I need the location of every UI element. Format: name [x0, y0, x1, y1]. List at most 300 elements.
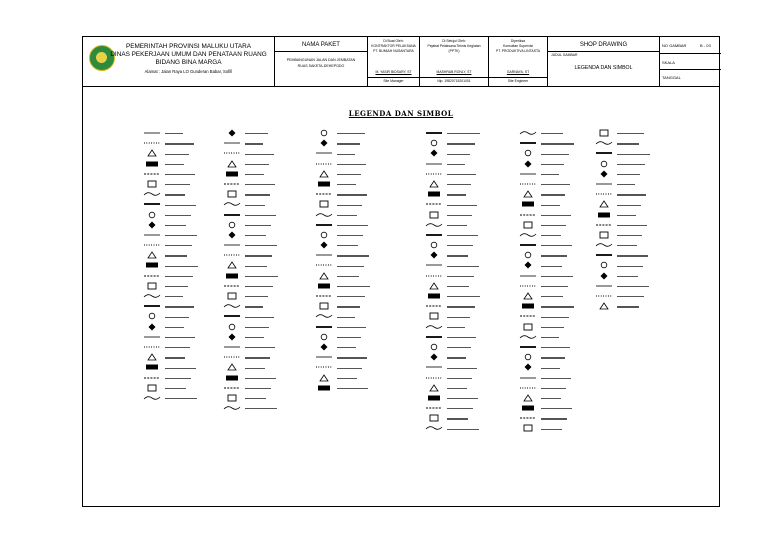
- legend-label-stroke: [165, 143, 194, 144]
- package-title: NAMA PAKET: [302, 42, 340, 48]
- legend-symbol-icon: [595, 160, 613, 168]
- legend-label-stroke: [617, 245, 637, 246]
- legend-label-stroke: [337, 327, 366, 328]
- legend-symbol-icon: [223, 180, 241, 188]
- legend-symbol-icon: [143, 323, 161, 331]
- legend-label-stroke: [245, 317, 274, 318]
- legend-label-stroke: [541, 398, 561, 399]
- legend-symbol-icon: [425, 170, 443, 178]
- legend-symbol-icon: [223, 251, 241, 259]
- no-gambar-label: NO GAMBAR: [662, 43, 687, 48]
- legend-symbol-icon: [519, 374, 537, 382]
- legend-symbol-icon: [425, 139, 443, 147]
- legend-label-stroke: [447, 143, 475, 144]
- legend-label-stroke: [447, 194, 466, 195]
- legend-label-stroke: [447, 164, 465, 165]
- legend-label-stroke: [165, 317, 189, 318]
- legend-label-stroke: [447, 408, 473, 409]
- legend-symbol-icon: [143, 343, 161, 351]
- legend-symbol-icon: [595, 302, 613, 310]
- legend-symbol-icon: [595, 251, 613, 259]
- legend-label-stroke: [447, 306, 475, 307]
- package-cell: [275, 37, 368, 86]
- legend-symbol-icon: [425, 129, 443, 137]
- legend-label-stroke: [165, 276, 193, 277]
- legend-label-stroke: [337, 154, 355, 155]
- legend-label-stroke: [245, 286, 273, 287]
- legend-label-stroke: [165, 255, 187, 256]
- legend-symbol-icon: [425, 323, 443, 331]
- legend-label-stroke: [447, 133, 480, 134]
- legend-symbol-icon: [223, 129, 241, 137]
- legend-symbol-icon: [143, 149, 161, 157]
- ttd1-role: Site Manager: [383, 79, 404, 83]
- legend-label-stroke: [541, 418, 567, 419]
- ttd1-name: M. YASIR BIDSARY, ST: [375, 70, 412, 74]
- legend-symbol-icon: [143, 261, 161, 269]
- shop-drawing-cell: [548, 37, 660, 86]
- legend-label-stroke: [245, 133, 268, 134]
- legend-label-stroke: [337, 205, 362, 206]
- gov-line-3: BIDANG BINA MARGA: [155, 59, 222, 66]
- gov-line-2: DINAS PEKERJAAN UMUM DAN PENATAAN RUANG: [110, 51, 267, 58]
- legend-label-stroke: [541, 205, 560, 206]
- legend-symbol-icon: [425, 394, 443, 402]
- legend-label-stroke: [447, 266, 479, 267]
- legend-label-stroke: [245, 388, 271, 389]
- legend-label-stroke: [165, 368, 196, 369]
- legend-symbol-icon: [143, 211, 161, 219]
- ttd2-line-2: Pejabat Pelaksana Teknis Kegiatan: [427, 44, 481, 48]
- legend-symbol-icon: [143, 353, 161, 361]
- legend-label-stroke: [541, 164, 564, 165]
- package-desc-2: RUAS SAKETA-DEHEPODO: [297, 64, 345, 68]
- legend-label-stroke: [541, 347, 570, 348]
- legend-label-stroke: [447, 327, 465, 328]
- legend-label-stroke: [245, 205, 265, 206]
- legend-label-stroke: [617, 164, 645, 165]
- legend-label-stroke: [165, 133, 183, 134]
- legend-symbol-icon: [519, 292, 537, 300]
- legend-label-stroke: [337, 347, 356, 348]
- legend-label-stroke: [165, 357, 185, 358]
- legend-symbol-icon: [223, 190, 241, 198]
- ttd3-name: GARNAYA, ST: [506, 70, 530, 74]
- legend-label-stroke: [617, 266, 643, 267]
- legend-symbol-icon: [223, 282, 241, 290]
- legend-label-stroke: [541, 429, 562, 430]
- legend-symbol-icon: [223, 374, 241, 382]
- legend-symbol-icon: [519, 261, 537, 269]
- legend-symbol-icon: [223, 302, 241, 310]
- legend-symbol-icon: [315, 200, 333, 208]
- legend-symbol-icon: [143, 170, 161, 178]
- legend-symbol-icon: [595, 272, 613, 280]
- skala-label: SKALA: [662, 60, 675, 65]
- legend-symbol-icon: [143, 282, 161, 290]
- skala-row: [660, 54, 721, 70]
- legend-label-stroke: [541, 174, 559, 175]
- legend-label-stroke: [617, 205, 641, 206]
- no-gambar-value: B - 03: [700, 43, 711, 48]
- legend-symbol-icon: [519, 160, 537, 168]
- legend-title: LEGENDA DAN SIMBOL: [348, 109, 454, 118]
- legend-symbol-icon: [315, 353, 333, 361]
- legend-symbol-icon: [425, 211, 443, 219]
- legend-label-stroke: [245, 143, 263, 144]
- legend-label-stroke: [541, 143, 574, 144]
- legend-label-stroke: [541, 194, 565, 195]
- legend-symbol-icon: [143, 231, 161, 239]
- legend-symbol-icon: [315, 251, 333, 259]
- legend-label-stroke: [617, 255, 648, 256]
- legend-label-stroke: [245, 194, 270, 195]
- legend-symbol-icon: [519, 129, 537, 137]
- legend-symbol-icon: [519, 149, 537, 157]
- legend-label-stroke: [617, 215, 636, 216]
- legend-symbol-icon: [143, 200, 161, 208]
- legend-symbol-icon: [519, 272, 537, 280]
- drawing-name: LEGENDA DAN SIMBOL: [574, 65, 633, 71]
- ttd2-name: MASHRAB RONLY, ST: [436, 70, 472, 74]
- legend-label-stroke: [337, 317, 355, 318]
- legend-label-stroke: [617, 225, 647, 226]
- legend-label-stroke: [165, 388, 186, 389]
- legend-symbol-icon: [519, 180, 537, 188]
- legend-label-stroke: [447, 347, 471, 348]
- legend-symbol-icon: [315, 343, 333, 351]
- legend-symbol-icon: [315, 261, 333, 269]
- drawing-sheet: [82, 36, 720, 507]
- legend-symbol-icon: [315, 180, 333, 188]
- legend-label-stroke: [337, 225, 368, 226]
- legend-symbol-icon: [425, 221, 443, 229]
- legend-label-stroke: [447, 357, 466, 358]
- legend-label-stroke: [447, 378, 472, 379]
- legend-symbol-icon: [143, 312, 161, 320]
- legend-symbol-icon: [425, 231, 443, 239]
- legend-label-stroke: [245, 164, 269, 165]
- legend-symbol-icon: [519, 282, 537, 290]
- legend-symbol-icon: [223, 292, 241, 300]
- legend-label-stroke: [337, 388, 368, 389]
- legend-symbol-icon: [223, 221, 241, 229]
- legend-symbol-icon: [315, 374, 333, 382]
- legend-symbol-icon: [425, 200, 443, 208]
- legend-label-stroke: [337, 184, 356, 185]
- legend-symbol-icon: [595, 200, 613, 208]
- legend-symbol-icon: [595, 149, 613, 157]
- legend-label-stroke: [541, 245, 572, 246]
- legend-symbol-icon: [425, 282, 443, 290]
- legend-symbol-icon: [519, 200, 537, 208]
- legend-symbol-icon: [143, 302, 161, 310]
- legend-label-stroke: [337, 378, 357, 379]
- legend-symbol-icon: [315, 190, 333, 198]
- legend-label-stroke: [541, 276, 573, 277]
- legend-label-stroke: [541, 408, 572, 409]
- legend-label-stroke: [165, 235, 197, 236]
- legend-symbol-icon: [425, 424, 443, 432]
- legend-label-stroke: [245, 225, 271, 226]
- ttd1-line-1: Di Buat Oleh:: [383, 39, 404, 43]
- legend-label-stroke: [447, 368, 477, 369]
- legend-symbol-icon: [223, 333, 241, 341]
- legend-symbol-icon: [143, 241, 161, 249]
- legend-label-stroke: [617, 184, 635, 185]
- legend-label-stroke: [245, 235, 266, 236]
- legend-label-stroke: [245, 154, 274, 155]
- title-block: [83, 37, 719, 87]
- legend-label-stroke: [541, 317, 569, 318]
- legend-label-stroke: [617, 276, 638, 277]
- legend-label-stroke: [337, 164, 366, 165]
- legend-symbol-icon: [425, 160, 443, 168]
- legend-label-stroke: [337, 194, 367, 195]
- ttd3-role: Site Engineer: [507, 79, 529, 83]
- legend-label-stroke: [541, 327, 564, 328]
- legend-symbol-icon: [519, 231, 537, 239]
- legend-label-stroke: [541, 255, 567, 256]
- legend-label-stroke: [245, 408, 277, 409]
- legend-symbol-icon: [223, 394, 241, 402]
- legend-label-stroke: [165, 398, 197, 399]
- legend-label-stroke: [541, 266, 562, 267]
- legend-label-stroke: [245, 266, 267, 267]
- legend-symbol-icon: [223, 384, 241, 392]
- legend-symbol-icon: [143, 180, 161, 188]
- legend-label-stroke: [617, 194, 646, 195]
- legend-symbol-icon: [425, 302, 443, 310]
- legend-label-stroke: [337, 357, 367, 358]
- legend-label-stroke: [245, 398, 266, 399]
- legend-symbol-icon: [595, 129, 613, 137]
- legend-symbol-icon: [143, 272, 161, 280]
- legend-label-stroke: [617, 306, 639, 307]
- legend-label-stroke: [447, 317, 470, 318]
- legend-symbol-icon: [425, 374, 443, 382]
- legend-label-stroke: [617, 174, 640, 175]
- legend-label-stroke: [447, 174, 476, 175]
- legend-symbol-icon: [519, 333, 537, 341]
- legend-symbol-icon: [425, 414, 443, 422]
- legend-label-stroke: [245, 174, 264, 175]
- legend-symbol-icon: [223, 353, 241, 361]
- legend-symbol-icon: [315, 149, 333, 157]
- government-cell: [83, 37, 275, 86]
- legend-label-stroke: [541, 225, 566, 226]
- legend-symbol-icon: [315, 160, 333, 168]
- legend-label-stroke: [447, 225, 467, 226]
- legend-label-stroke: [337, 133, 365, 134]
- legend-label-stroke: [447, 398, 478, 399]
- legend-symbol-icon: [315, 333, 333, 341]
- legend-symbol-icon: [315, 221, 333, 229]
- legend-label-stroke: [165, 327, 184, 328]
- legend-symbol-icon: [315, 211, 333, 219]
- legend-symbol-icon: [519, 353, 537, 361]
- legend-label-stroke: [337, 245, 358, 246]
- legend-label-stroke: [541, 235, 561, 236]
- legend-symbol-icon: [519, 241, 537, 249]
- legend-label-stroke: [617, 296, 644, 297]
- legend-symbol-icon: [425, 333, 443, 341]
- legend-label-stroke: [541, 296, 563, 297]
- legend-label-stroke: [447, 184, 471, 185]
- legend-symbol-icon: [425, 384, 443, 392]
- legend-symbol-icon: [519, 190, 537, 198]
- legend-symbol-icon: [519, 404, 537, 412]
- legend-symbol-icon: [595, 190, 613, 198]
- legend-label-stroke: [165, 164, 184, 165]
- legend-symbol-icon: [595, 180, 613, 188]
- ttd2-line-3: (PPTK): [448, 49, 460, 53]
- legend-symbol-icon: [315, 170, 333, 178]
- legend-label-stroke: [541, 306, 574, 307]
- legend-symbol-icon: [425, 261, 443, 269]
- legend-label-stroke: [541, 215, 571, 216]
- legend-symbol-icon: [223, 261, 241, 269]
- tanggal-row: [660, 70, 721, 85]
- legend-symbol-icon: [223, 404, 241, 412]
- legend-symbol-icon: [223, 312, 241, 320]
- legend-label-stroke: [337, 337, 361, 338]
- legend-label-stroke: [541, 337, 559, 338]
- legend-label-stroke: [245, 255, 272, 256]
- legend-label-stroke: [447, 418, 468, 419]
- legend-symbol-icon: [595, 261, 613, 269]
- legend-label-stroke: [337, 235, 363, 236]
- legend-symbol-icon: [315, 241, 333, 249]
- legend-symbol-icon: [519, 394, 537, 402]
- legend-label-stroke: [617, 133, 644, 134]
- legend-label-stroke: [245, 368, 265, 369]
- legend-label-stroke: [447, 235, 478, 236]
- legend-symbol-icon: [143, 129, 161, 137]
- legend-symbol-icon: [223, 139, 241, 147]
- legend-label-stroke: [617, 286, 649, 287]
- legend-symbol-icon: [519, 323, 537, 331]
- legend-label-stroke: [337, 255, 369, 256]
- legend-symbol-icon: [519, 139, 537, 147]
- legend-symbol-icon: [143, 384, 161, 392]
- tanggal-label: TANGGAL: [662, 75, 681, 80]
- legend-symbol-icon: [519, 414, 537, 422]
- legend-label-stroke: [165, 245, 192, 246]
- package-desc-1: PEMBANGUNAN JALAN DAN JEMBATAN: [286, 58, 356, 62]
- legend-symbol-icon: [519, 221, 537, 229]
- ttd1-line-3: PT. BUMIAH NUSANTARA: [373, 49, 414, 53]
- legend-label-stroke: [245, 245, 277, 246]
- legend-label-stroke: [165, 296, 183, 297]
- legend-label-stroke: [245, 306, 263, 307]
- legend-symbol-icon: [595, 292, 613, 300]
- ttd3-line-1: Diperiksa: [510, 39, 526, 43]
- legend-symbol-icon: [595, 139, 613, 147]
- drawing-info-cell: [660, 37, 721, 86]
- legend-label-stroke: [447, 296, 480, 297]
- legend-label-stroke: [541, 357, 565, 358]
- legend-symbol-icon: [315, 129, 333, 137]
- legend-label-stroke: [165, 184, 190, 185]
- legend-symbol-icon: [425, 190, 443, 198]
- legend-label-stroke: [541, 388, 566, 389]
- legend-symbol-icon: [519, 312, 537, 320]
- legend-symbol-icon: [143, 333, 161, 341]
- legend-symbol-icon: [223, 272, 241, 280]
- legend-symbol-icon: [143, 363, 161, 371]
- legend-label-stroke: [617, 154, 650, 155]
- legend-label-stroke: [447, 388, 467, 389]
- legend-symbol-icon: [315, 231, 333, 239]
- shop-drawing-title: SHOP DRAWING: [579, 42, 628, 48]
- legend-label-stroke: [447, 276, 474, 277]
- legend-symbol-icon: [519, 424, 537, 432]
- legend-label-stroke: [165, 194, 185, 195]
- legend-symbol-icon: [143, 139, 161, 147]
- supervisor-sign-cell: [489, 37, 548, 86]
- legend-label-stroke: [447, 154, 470, 155]
- legend-symbol-icon: [315, 323, 333, 331]
- contractor-sign-cell: [368, 37, 420, 86]
- ttd1-line-2: KONTRAKTOR PELAKSANA: [371, 44, 416, 48]
- legend-symbol-icon: [315, 302, 333, 310]
- legend-label-stroke: [245, 378, 276, 379]
- legend-symbol-icon: [223, 343, 241, 351]
- legend-label-stroke: [165, 174, 195, 175]
- legend-label-stroke: [165, 215, 191, 216]
- legend-symbol-icon: [425, 272, 443, 280]
- legend-symbol-icon: [223, 211, 241, 219]
- legend-symbol-icon: [143, 374, 161, 382]
- legend-symbol-icon: [143, 292, 161, 300]
- legend-label-stroke: [245, 347, 275, 348]
- legend-label-stroke: [165, 337, 195, 338]
- gov-line-1: PEMERINTAH PROVINSI MALUKU UTARA: [125, 43, 252, 50]
- legend-label-stroke: [165, 225, 186, 226]
- legend-symbol-icon: [315, 292, 333, 300]
- legend-label-stroke: [337, 215, 357, 216]
- legend-label-stroke: [245, 296, 268, 297]
- legend-label-stroke: [541, 133, 563, 134]
- pptk-sign-cell: [420, 37, 489, 86]
- legend-symbol-icon: [425, 149, 443, 157]
- legend-label-stroke: [165, 205, 196, 206]
- legend-label-stroke: [245, 184, 275, 185]
- legend-symbol-icon: [425, 363, 443, 371]
- legend-symbol-icon: [143, 160, 161, 168]
- legend-label-stroke: [447, 205, 477, 206]
- legend-symbol-icon: [519, 363, 537, 371]
- ttd2-line-1: Di Setujui Oleh:: [442, 39, 466, 43]
- legend-label-stroke: [337, 174, 361, 175]
- legend-label-stroke: [337, 266, 364, 267]
- legend-symbol-icon: [425, 312, 443, 320]
- legend-label-stroke: [337, 276, 359, 277]
- legend-symbol-icon: [143, 221, 161, 229]
- legend-symbol-icon: [595, 231, 613, 239]
- gov-address: Alamat : Jalan Raya LO Gunderan Babar, Sofifi: [144, 69, 233, 74]
- legend-symbol-icon: [425, 404, 443, 412]
- legend-label-stroke: [245, 357, 270, 358]
- legend-symbol-icon: [425, 180, 443, 188]
- legend-label-stroke: [337, 286, 370, 287]
- legend-symbol-icon: [519, 211, 537, 219]
- legend-symbol-icon: [223, 231, 241, 239]
- legend-symbol-icon: [425, 292, 443, 300]
- legend-label-stroke: [337, 143, 360, 144]
- legend-symbol-icon: [315, 363, 333, 371]
